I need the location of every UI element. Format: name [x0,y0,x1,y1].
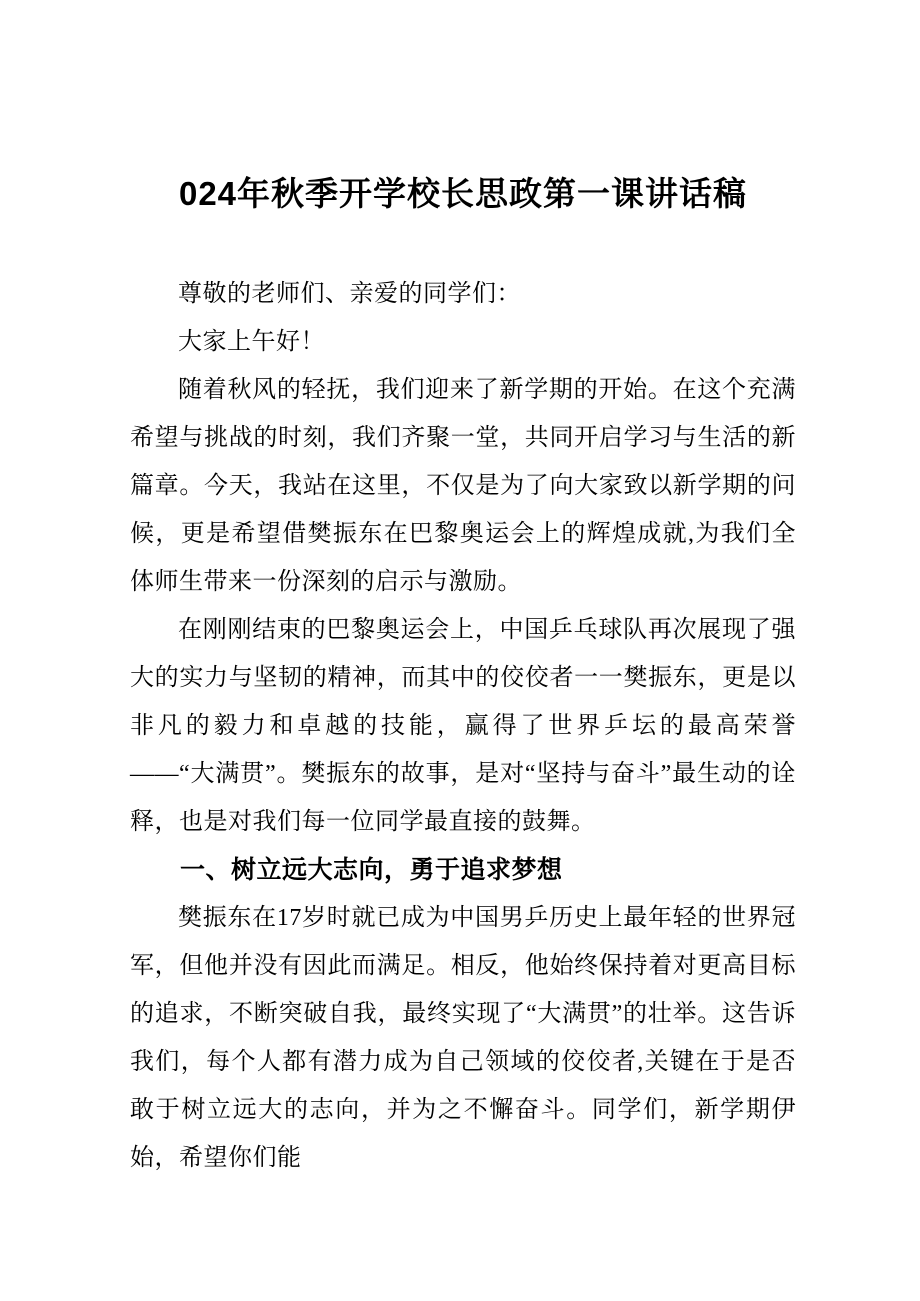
greeting-line: 大家上午好！ [178,329,325,355]
section-heading-1: 一、树立远大志向，勇于追求梦想 [180,856,563,884]
document-body [130,270,796,1182]
paragraph-ambition: 樊振东在17岁时就已成为中国男乒历史上最年轻的世界冠军，但他并没有因此而满足。相反，他始终保持着对更高目标的追求，不断突破自我，最终实现了“大满贯”的壮举。这告诉我们，每个人都有潜力成为自己领域的佼佼者,关键在于是否敢于树立远大的志向，并为之不懈奋斗。同学们，新学期伊始，希望你们能 [130,905,796,1171]
paragraph-olympics: 在刚刚结束的巴黎奥运会上，中国乒乓球队再次展现了强大的实力与坚韧的精神，而其中的佼佼者一一樊振东，更是以非凡的毅力和卓越的技能，赢得了世界乒坛的最高荣誉——“大满贯”。樊振东的故事，是对“坚持与奋斗”最生动的诠释，也是对我们每一位同学最直接的鼓舞。 [130,617,796,835]
salutation-line: 尊敬的老师们、亲爱的同学们： [178,281,521,307]
document-title: 024年秋季开学校长思政第一课讲话稿 [178,175,748,212]
paragraph-intro: 随着秋风的轻抚，我们迎来了新学期的开始。在这个充满希望与挑战的时刻，我们齐聚一堂，共同开启学习与生活的新篇章。今天，我站在这里，不仅是为了向大家致以新学期的问候，更是希望借樊振东在巴黎奥运会上的辉煌成就,为我们全体师生带来一份深刻的启示与激励。 [130,377,796,595]
